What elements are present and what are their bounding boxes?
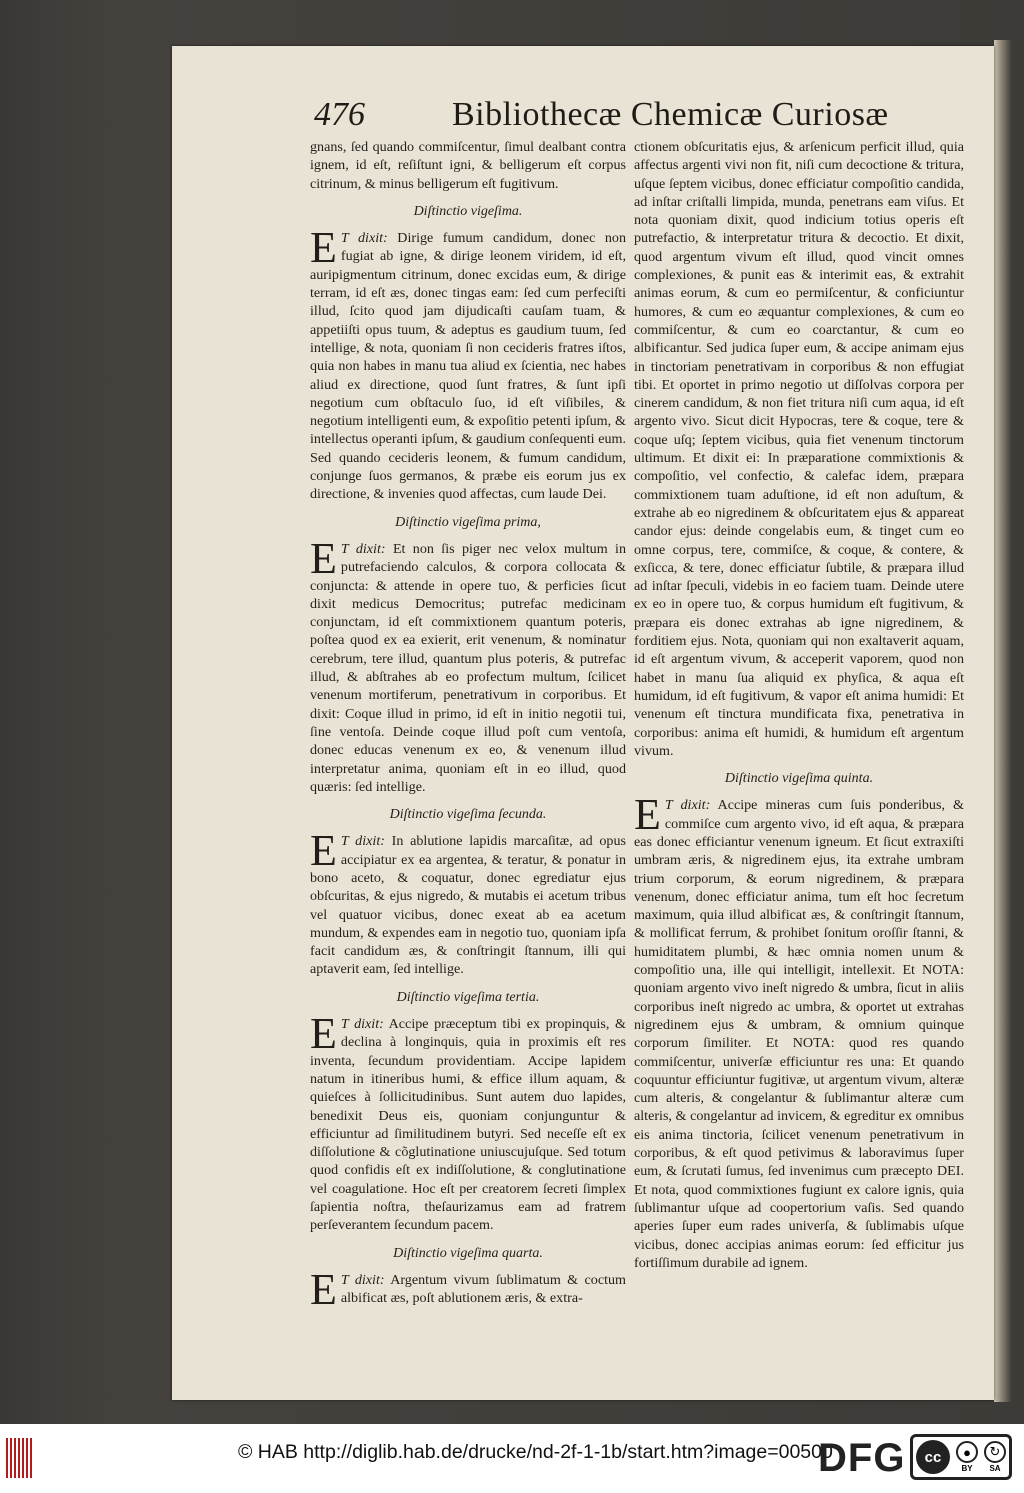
section-lead: T dixit: [340, 1016, 384, 1033]
hab-logo-icon [6, 1438, 34, 1478]
drop-initial: E [310, 826, 337, 876]
section-lead: T dixit: [340, 230, 388, 247]
section-22 [310, 806, 626, 979]
section-heading: Diſtinctio vigeſima tertia. [396, 989, 540, 1005]
section-23 [310, 989, 626, 1235]
section-25 [634, 770, 964, 1272]
left-column [310, 138, 626, 1314]
running-title: Bibliothecæ Chemicæ Curiosæ [452, 96, 889, 133]
section-heading: Diſtinctio vigeſima ſecunda. [389, 807, 547, 823]
opening-paragraph: ctionem obſcuritatis ejus, & arſenicum perficit illud, quia affectus argenti vivi non fit, niſi cum decoctione & tritura, uſque ſeptem vicibus, donec efficiatur compoſitio candida, ad inſtar criſtalli limpida, munda, penetrans eam viſus. Et nota quoniam dixit, quod indicium totius operis eſt putrefactio, & interpretatur tritura & decoctio. Et dixit, quod argentum vivum eſt illud, quod vincit omnes complexiones, & punit eas & interimit eas, & extrahit animas eorum, & cum eo permiſcentur, & conficiuntur humores, & cum eo æquantur complexiones, & cum eo commiſcentur, & cum eo coarctantur, & cum eo albificantur. Sed judica ſuper eum, & accipe animam ejus in tinctoriam penetrativam in corporibus & non effugiat tibi. Et oportet in primo negotio ut diſſolvas corpora per cinerem candidum, & non fiet tritura niſi cum aqua, id eſt argento vivo. Sicut dicit Hypocras, tere & coque, tere & coque uſq; ſeptem vicibus, quia fiet venenum tinctorum ultimum. Et dixit ei: In præparatione commixtionis & compoſitio, vel confectio, & calefac idem, præpara commixtionem tuam aduſtione, id eſt non aduſtum, & extrahe ab eo nigredinem & obſcuritatem ejus & appareat candor ejus: deinde congelabis eum, & tinget cum eo omne corpus, tere, commiſce, & coque, & contere, & exſicca, & tere, donec efficiatur ſubtile, & præpara illud ad inſtar ſpeculi, videbis in eo faciem tuam. Deinde utere ex eo in opere tuo, & corpus humidum eſt fugitivum, & præpara eis donec extrahas ab igne nigredinem, & forditiem ejus. Nota, quoniam qui non exaltaverit aquam, id eſt argentum vivum, & acceperit vaporem, quod non habet in manu ſua aliquid ex phyſica, & aqua eſt humidum, id eſt fugitivum, & vapor eſt anima humidi: Et venenum eſt tinctura mundificata fixa, penetrativa in corporibus: anima eſt humidi, & humidum eſt argentum vivum. [634, 139, 964, 759]
section-text: Et non ſis piger nec velox multum in putrefaciendo calculos, & corpora collocata & conjuncta: & attende in opere tuo, & perficies ſicut dixit medicus Democritus; putrefac medicinam conjunctam, id eſt commixtionem quantum poteris, poſtea quod ex ea exierit, erit venenum, & nominatur cerebrum, tere illud, quantum plus poteris, & putrefac illud, & abſtrahes ab eo profectum multum, ſcilicet venenum mortiferum, penetrativum in corporibus. Et dixit: Coque illud in primo, id eſt in initio negotii tui, ſine ventoſa. Deinde coque illud poſt cum ventoſa, donec educas venenum ex eo, & venenum illud interpretatur anima, quoniam eſt in eo illud, quod quæris: ſed intellige. [310, 540, 626, 795]
drop-initial: E [310, 223, 337, 273]
page-number: 476 [314, 96, 365, 133]
share-alike-icon: ↻ [984, 1441, 1006, 1463]
section-21 [310, 514, 626, 796]
copyright-link[interactable]: © HAB http://diglib.hab.de/drucke/nd-2f-1-1b/start.htm?image=00500 [238, 1441, 833, 1463]
section-heading: Diſtinctio vigeſima prima, [395, 514, 541, 530]
section-text: Accipe præceptum tibi ex propinquis, & declina à longinquis, quia in proximis eſt res inventa, ſecundum providentiam. Accipe lapidem natum in itineribus humi, & effice illum aquam, & quieſces à ſollicitudinibus. Sunt autem duo lapides, benedixit Deus eis, quoniam conjunguntur & efficiuntur ad ſimilitudinem butyri. Sed neceſſe eſt ex diſſolutione & cõglutinatione uniuscujuſque. Sed totum quod confidis eſt ex indiſſolutione, & conglutinatione vel coagulatione. Hoc eſt per creatorem ſecreti ſimplex ſapientia noſtra, theſaurizamus eam ad fratrem perſeverantem ſecundum pacem. [310, 1016, 626, 1234]
section-24 [310, 1245, 626, 1314]
section-heading: Diſtinctio vigeſima. [413, 203, 523, 219]
page-edge [994, 40, 1012, 1402]
drop-initial: E [310, 1009, 337, 1059]
viewer-footer [0, 1424, 1024, 1493]
dfg-logo[interactable]: DFG [818, 1436, 906, 1480]
section-text: Dirige fumum candidum, donec non fugiat ab igne, & dirige leonem viridem, id eſt, auripigmentum citrinum, donec excidas eum, & dirige terram, id eſt æs, donec tingas eam: ſed cum perfeciſti illud, ſcito quod jam dijudicaſti cauſam tuam, & appetiiſti opus tuum, & adeptus es gaudium tuum, ſed intellige, & nota, quoniam ſi non cecideris fratres iſtos, quia non habes in manu tua aliud ex ſcientia, nec habes aliud ex directione, quod ſunt fratres, & ſunt ipſi negotium cum obſtaculo ſuo, id eſt viſibiles, & negotium intelligenti eum, & expoſitio petenti ipſum, & intellectus operanti ipſum, & gaudium conſequenti eum. Sed quando cecideris leonem, & fumum candidum, conjunge ſuos germanos, & præbe eis eorum jus ex directione, & invenies quod affectas, cum laude Dei. [310, 230, 626, 503]
section-lead: T dixit: [664, 797, 711, 814]
license-sa-label: SA [989, 1464, 1001, 1473]
opening-paragraph: gnans, ſed quando commiſcentur, ſimul dealbant contra ignem, id eſt, reſiſtunt igni, & belligerum eſt corpus citrinum, & minus belligerum eſt fugitivum. [310, 139, 626, 192]
section-lead: T dixit: [340, 833, 385, 850]
section-lead: T dixit: [340, 1271, 385, 1288]
drop-initial: E [310, 1264, 337, 1314]
section-20 [310, 203, 626, 504]
section-text: Accipe mineras cum ſuis ponderibus, & commiſce cum argento vivo, id eſt aqua, & præpara eas donec efficiantur venenum igneum. Et ſicut extraxiſti umbram æris, & nigredinem ejus, ita extrahe umbram trium corporum, & eorum nigredinem, & præpara venenum, donec efficiatur anima, tum eſt hoc ſecretum maximum, quia illud albificat æs, & conſtringit ſtannum, & mollificat ferrum, & prohibet ſonitum oroſſir ſtanni, & humiditatem plumbi, & hæc omnia nomen unum & compoſitio una, ille qui intelligit, intellexit. Et NOTA: quoniam argento vivo ineſt nigredo & umbra, ſicut in aliis corporibus ineſt nigredo ac umbra, & oportet ut extrahas nigredinem ejus & umbram, & omnium quinque corporum ſimiliter. Et NOTA: quod res quando commiſcentur, univerſæ efficiuntur res una: Et quando coquuntur efficiuntur fugitivæ, ut argentum vivum, alteræ cum alteris, & congelantur & ſublimantur alteræ cum alteris, & congelantur ad invicem, & egreditur ex omnibus eis anima tinctoria, ſcilicet venenum penetrativum in corporibus, & eſt quod petivimus & laboravimus ſuper eum, & ſcrutati ſumus, ſed invenimus cum præcepto DEI. Et nota, quod commixtiones fugiunt ex calore ignis, quia ſublimantur uſque ad coopertorium vaſis. Sed quando aperies ſuper eum rades univerſa, & ſublimabis uſque vicibus, donec accipias animas eorum: ſed efficitur jus fortiſſimum durabile ad ignem. [634, 797, 964, 1271]
section-text: In ablutione lapidis marcaſitæ, ad opus accipiatur ex ea argentea, & teratur, & ponatur in bono aceto, & coquatur, donec egrediatur ejus obſcuritas, & ejus nigredo, & mutabis ei acetum tribus vel quatuor vicibus, donec exeat ab ea acetum mundum, & expendes eam in negotio tuo, quoniam ipſa facit candidum æs, & conſtringit ſtannum, illi qui aptaverit eam, ſed intellige. [310, 833, 626, 978]
page-header [314, 96, 974, 140]
license-badge[interactable] [910, 1434, 1012, 1480]
drop-initial: E [310, 533, 337, 583]
drop-initial: E [634, 790, 661, 840]
section-heading: Diſtinctio vigeſima quarta. [393, 1245, 543, 1261]
right-column [634, 138, 964, 1274]
license-by-label: BY [961, 1464, 973, 1473]
section-heading: Diſtinctio vigeſima quinta. [724, 771, 874, 787]
attribution-icon: ● [956, 1441, 978, 1463]
cc-icon: cc [916, 1440, 950, 1474]
section-text: Argentum vivum ſublimatum & coctum albificat æs, poſt ablutionem æris, & extra- [340, 1271, 626, 1307]
section-lead: T dixit: [340, 540, 386, 557]
